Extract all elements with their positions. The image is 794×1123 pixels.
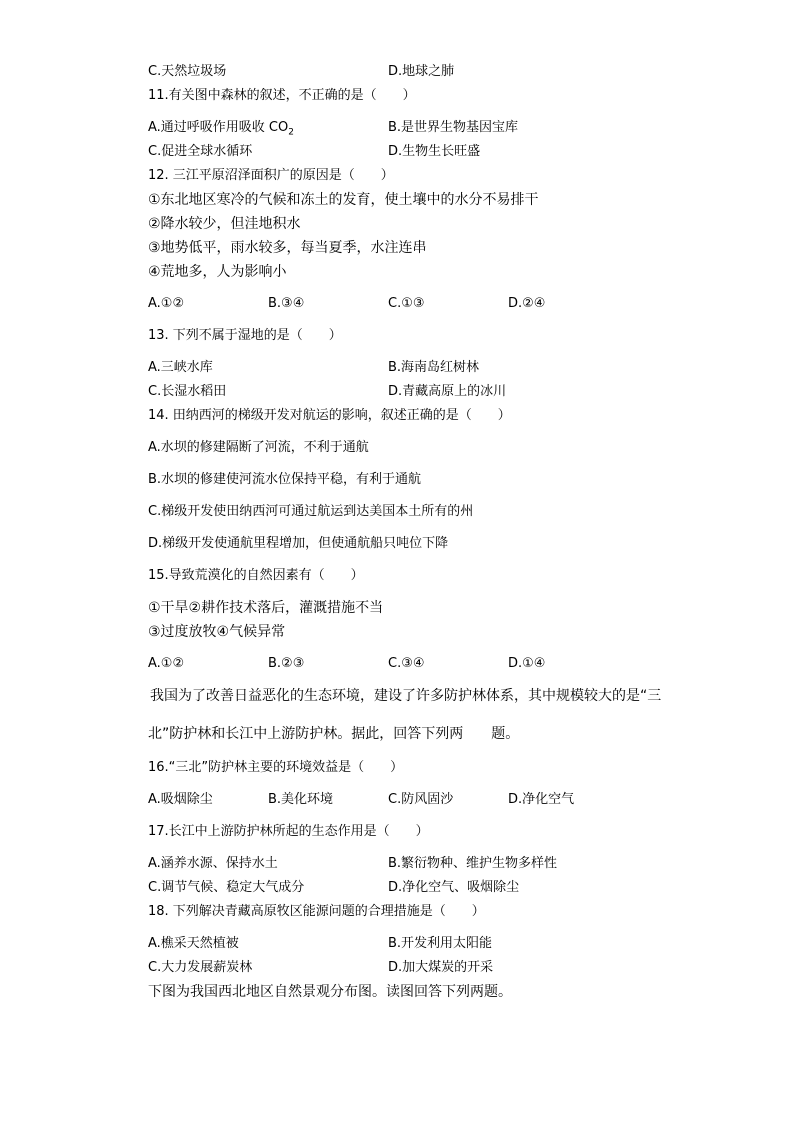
q18-option-b: B.开发利用太阳能 xyxy=(388,936,493,951)
q11-option-d: D.生物生长旺盛 xyxy=(388,144,481,159)
q15-option-d: D.①④ xyxy=(508,656,546,671)
q17-option-b: B.繁衍物种、维护生物多样性 xyxy=(388,856,558,871)
q14-option-c: C.梯级开发使田纳西河可通过航运到达美国本土所有的州 xyxy=(148,504,474,519)
q13-option-b: B.海南岛红树林 xyxy=(388,360,480,375)
co2-subscript: 2 xyxy=(288,127,294,138)
q15-stem: 15.导致荒漠化的自然因素有（ ） xyxy=(148,568,364,583)
q13-stem: 13. 下列不属于湿地的是（ ） xyxy=(148,328,342,343)
q18-option-c: C.大力发展薪炭林 xyxy=(148,960,253,975)
q12-stem: 12. 三江平原沼泽面积广的原因是（ ） xyxy=(148,168,394,183)
q18-option-d: D.加大煤炭的开采 xyxy=(388,960,494,975)
q13-option-c: C.长湿水稻田 xyxy=(148,384,227,399)
q10-option-d: D.地球之肺 xyxy=(388,64,455,79)
q17-option-d: D.净化空气、吸烟除尘 xyxy=(388,880,520,895)
q12-option-d: D.②④ xyxy=(508,296,546,311)
q10-option-c: C.天然垃圾场 xyxy=(148,64,227,79)
q18-stem: 18. 下列解决青藏高原牧区能源问题的合理措施是（ ） xyxy=(148,904,485,919)
q18-option-a: A.樵采天然植被 xyxy=(148,936,239,951)
q12-item-1: ①东北地区寒冷的气候和冻土的发育，使土壤中的水分不易排干 xyxy=(148,192,539,208)
q15-option-a: A.①② xyxy=(148,656,185,671)
figure-intro: 下图为我国西北地区自然景观分布图。读图回答下列两题。 xyxy=(148,984,512,1000)
q12-item-4: ④荒地多，人为影响小 xyxy=(148,264,287,280)
q15-option-c: C.③④ xyxy=(388,656,425,671)
q16-stem: 16.“三北”防护林主要的环境效益是（ ） xyxy=(148,760,404,775)
q12-option-a: A.①② xyxy=(148,296,185,311)
q12-option-b: B.③④ xyxy=(268,296,305,311)
q12-item-3: ③地势低平，雨水较多，每当夏季，水注连串 xyxy=(148,240,427,256)
q17-option-a: A.涵养水源、保持水土 xyxy=(148,856,278,871)
q15-items-1: ①干旱②耕作技术落后，灌溉措施不当 xyxy=(148,600,384,616)
q13-option-d: D.青藏高原上的冰川 xyxy=(388,384,507,399)
q17-stem: 17.长江中上游防护林所起的生态作用是（ ） xyxy=(148,824,429,839)
q16-option-a: A.吸烟除尘 xyxy=(148,792,213,807)
passage-line-2: 北”防护林和长江中上游防护林。据此，回答下列两 题。 xyxy=(148,726,520,742)
q12-option-c: C.①③ xyxy=(388,296,425,311)
q17-option-c: C.调节气候、稳定大气成分 xyxy=(148,880,305,895)
q14-option-b: B.水坝的修建使河流水位保持平稳，有利于通航 xyxy=(148,472,422,487)
q12-item-2: ②降水较少，但洼地积水 xyxy=(148,216,301,232)
q11-option-a-text: A.通过呼吸作用吸收 CO xyxy=(148,120,289,135)
q14-option-a: A.水坝的修建隔断了河流，不利于通航 xyxy=(148,440,369,455)
q16-option-c: C.防风固沙 xyxy=(388,792,454,807)
q14-stem: 14. 田纳西河的梯级开发对航运的影响，叙述正确的是（ ） xyxy=(148,408,511,423)
q15-items-2: ③过度放牧④气候异常 xyxy=(148,624,286,640)
passage-line-1: 我国为了改善日益恶化的生态环境，建设了许多防护林体系，其中规模较大的是“三 xyxy=(150,688,662,704)
q16-option-d: D.净化空气 xyxy=(508,792,575,807)
q15-option-b: B.②③ xyxy=(268,656,305,671)
q11-option-b: B.是世界生物基因宝库 xyxy=(388,120,519,135)
q14-option-d: D.梯级开发使通航里程增加，但使通航船只吨位下降 xyxy=(148,536,449,551)
q11-option-c: C.促进全球水循环 xyxy=(148,144,253,159)
q13-option-a: A.三峡水库 xyxy=(148,360,213,375)
q16-option-b: B.美化环境 xyxy=(268,792,334,807)
q11-stem: 11.有关图中森林的叙述，不正确的是（ ） xyxy=(148,88,416,103)
q11-option-a xyxy=(148,120,294,141)
